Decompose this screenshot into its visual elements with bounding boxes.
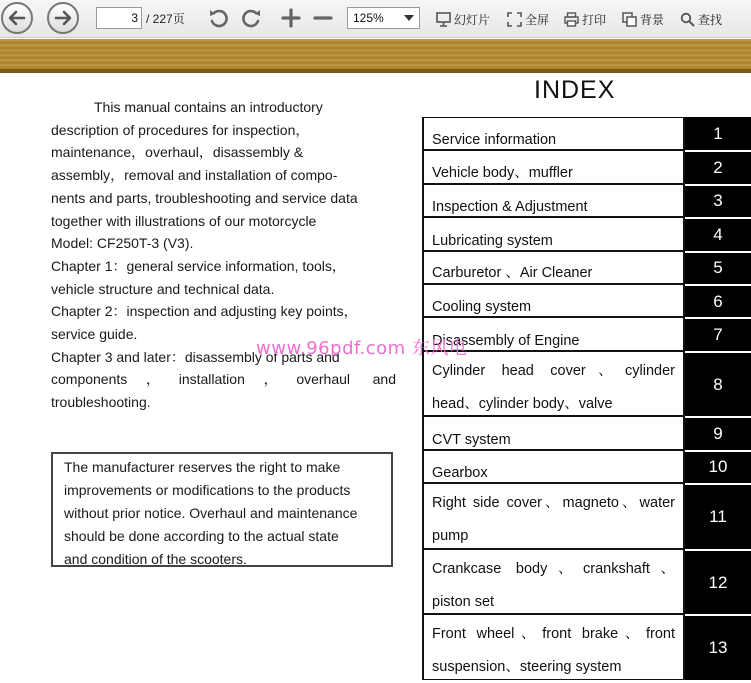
- background-icon: [622, 12, 637, 27]
- intro-line: This manual contains an introductory: [94, 99, 323, 115]
- index-row[interactable]: [422, 150, 751, 183]
- index-entry-line: Inspection & Adjustment: [432, 199, 588, 216]
- index-entry-label: [422, 184, 685, 217]
- slideshow-button[interactable]: [436, 9, 490, 29]
- index-row[interactable]: [422, 614, 751, 680]
- chapter-number: 2: [685, 150, 751, 183]
- notice-line: and condition of the scooters.: [64, 550, 247, 567]
- search-label: 查找: [698, 12, 723, 27]
- rotate-right-icon: [241, 7, 263, 29]
- zoom-in-button[interactable]: [278, 5, 304, 31]
- chapter-number: 1: [685, 117, 751, 150]
- intro-line: Chapter 1：general service information, tools，: [51, 257, 346, 274]
- index-entry-line: head、cylinder body、valve: [432, 395, 613, 412]
- index-entry-label: [422, 217, 685, 250]
- slideshow-icon: [436, 12, 451, 27]
- index-row[interactable]: [422, 117, 751, 150]
- chapter-number: 12: [685, 549, 751, 615]
- index-entry-line: Crankcase body、crankshaft、: [432, 560, 675, 577]
- index-entry-line: Service information: [432, 132, 557, 149]
- index-entry-line: Disassembly of Engine: [432, 332, 580, 349]
- fullscreen-label: 全屏: [525, 12, 550, 27]
- background-label: 背景: [640, 12, 665, 27]
- watermark-text: www.96pdf.com 东风电: [256, 338, 468, 359]
- intro-line: Chapter 3 and later：disassembly of parts and: [51, 348, 340, 365]
- index-entry-line: Lubricating system: [432, 232, 553, 249]
- intro-line: troubleshooting.: [51, 394, 151, 411]
- intro-line: nents and parts, troubleshooting and service data: [51, 189, 358, 206]
- intro-line: service guide.: [51, 326, 138, 343]
- chevron-down-icon: [404, 15, 414, 21]
- manufacturer-notice-box: [51, 452, 393, 567]
- index-entry-line: piston set: [432, 593, 495, 610]
- page-number-input[interactable]: [96, 7, 142, 29]
- chapter-number: 8: [685, 351, 751, 417]
- chapter-number: 10: [685, 450, 751, 483]
- index-entry-line: Vehicle body、muffler: [432, 164, 573, 181]
- chapter-number: 3: [685, 184, 751, 217]
- intro-line: description of procedures for inspection，: [51, 121, 310, 138]
- index-entry-label: [422, 549, 685, 615]
- back-button[interactable]: [1, 2, 33, 34]
- chapter-number: 7: [685, 317, 751, 350]
- index-entry-label: [422, 284, 685, 317]
- intro-text: [51, 96, 396, 414]
- index-entry-line: suspension、steering system: [432, 659, 622, 676]
- zoom-select[interactable]: [347, 7, 420, 29]
- intro-line: Chapter 2：inspection and adjusting key points，: [51, 303, 358, 320]
- index-entry-label: [422, 416, 685, 449]
- notice-line: without prior notice. Overhaul and maintenance: [64, 504, 358, 521]
- page-total-label: / 227页: [146, 12, 185, 26]
- index-entry-line: Cylinder head cover、cylinder: [432, 362, 675, 379]
- notice-line: improvements or modifications to the products: [64, 481, 351, 498]
- plus-icon: [280, 7, 302, 29]
- fullscreen-button[interactable]: [507, 9, 549, 29]
- chapter-number: 6: [685, 284, 751, 317]
- index-title: INDEX: [534, 76, 616, 104]
- intro-line: together with illustrations of our motorcycle: [51, 212, 317, 229]
- print-icon: [564, 12, 579, 27]
- index-entry-label: [422, 450, 685, 483]
- index-entry-label: [422, 150, 685, 183]
- notice-line: The manufacturer reserves the right to make: [64, 459, 341, 475]
- index-entry-label: [422, 117, 685, 150]
- chapter-number: 9: [685, 416, 751, 449]
- index-entry-line: Right side cover、magneto、water: [432, 495, 675, 512]
- rotate-left-icon: [207, 7, 229, 29]
- index-entry-label: [422, 251, 685, 284]
- index-entry-line: Front wheel、front brake、front: [432, 626, 675, 643]
- rotate-left-button[interactable]: [205, 5, 231, 31]
- notice-line: should be done according to the actual state: [64, 527, 339, 544]
- fullscreen-icon: [507, 12, 522, 27]
- forward-button[interactable]: [47, 2, 79, 34]
- intro-line: Model: CF250T-3 (V3).: [51, 235, 194, 252]
- print-label: 打印: [582, 12, 607, 27]
- index-entry-line: pump: [432, 528, 469, 545]
- index-entry-label: [422, 614, 685, 680]
- index-row[interactable]: [422, 416, 751, 449]
- minus-icon: [312, 7, 334, 29]
- index-entry-line: CVT system: [432, 431, 511, 448]
- index-row[interactable]: [422, 251, 751, 284]
- page-header-band: [0, 39, 751, 73]
- arrow-right-icon: [53, 8, 73, 28]
- index-row[interactable]: [422, 184, 751, 217]
- index-row[interactable]: [422, 450, 751, 483]
- index-table: [422, 117, 751, 683]
- rotate-right-button[interactable]: [239, 5, 265, 31]
- index-entry-line: Carburetor 、Air Cleaner: [432, 264, 593, 281]
- intro-line: maintenance，overhaul，disassembly &: [51, 144, 304, 161]
- index-row[interactable]: [422, 317, 751, 350]
- index-row[interactable]: [422, 217, 751, 250]
- intro-line: components，installation，overhaul and: [51, 371, 396, 388]
- chapter-number: 5: [685, 251, 751, 284]
- index-row[interactable]: [422, 351, 751, 417]
- intro-line: vehicle structure and technical data.: [51, 280, 275, 297]
- arrow-left-icon: [7, 8, 27, 28]
- index-row[interactable]: [422, 483, 751, 549]
- viewer-toolbar: [0, 0, 751, 38]
- index-row[interactable]: [422, 284, 751, 317]
- index-row[interactable]: [422, 549, 751, 615]
- chapter-number: 13: [685, 614, 751, 680]
- print-button[interactable]: [564, 9, 606, 29]
- zoom-value: 125%: [353, 11, 384, 25]
- index-entry-label: [422, 483, 685, 549]
- zoom-out-button[interactable]: [310, 5, 336, 31]
- intro-line: assembly，removal and installation of compo-: [51, 167, 338, 184]
- search-icon: [680, 12, 695, 27]
- index-entry-line: Cooling system: [432, 299, 532, 316]
- slideshow-label: 幻灯片: [454, 12, 491, 27]
- background-button[interactable]: [622, 9, 664, 29]
- index-entry-label: [422, 351, 685, 417]
- search-button[interactable]: [680, 9, 722, 29]
- chapter-number: 11: [685, 483, 751, 549]
- index-entry-line: Gearbox: [432, 465, 488, 482]
- chapter-number: 4: [685, 217, 751, 250]
